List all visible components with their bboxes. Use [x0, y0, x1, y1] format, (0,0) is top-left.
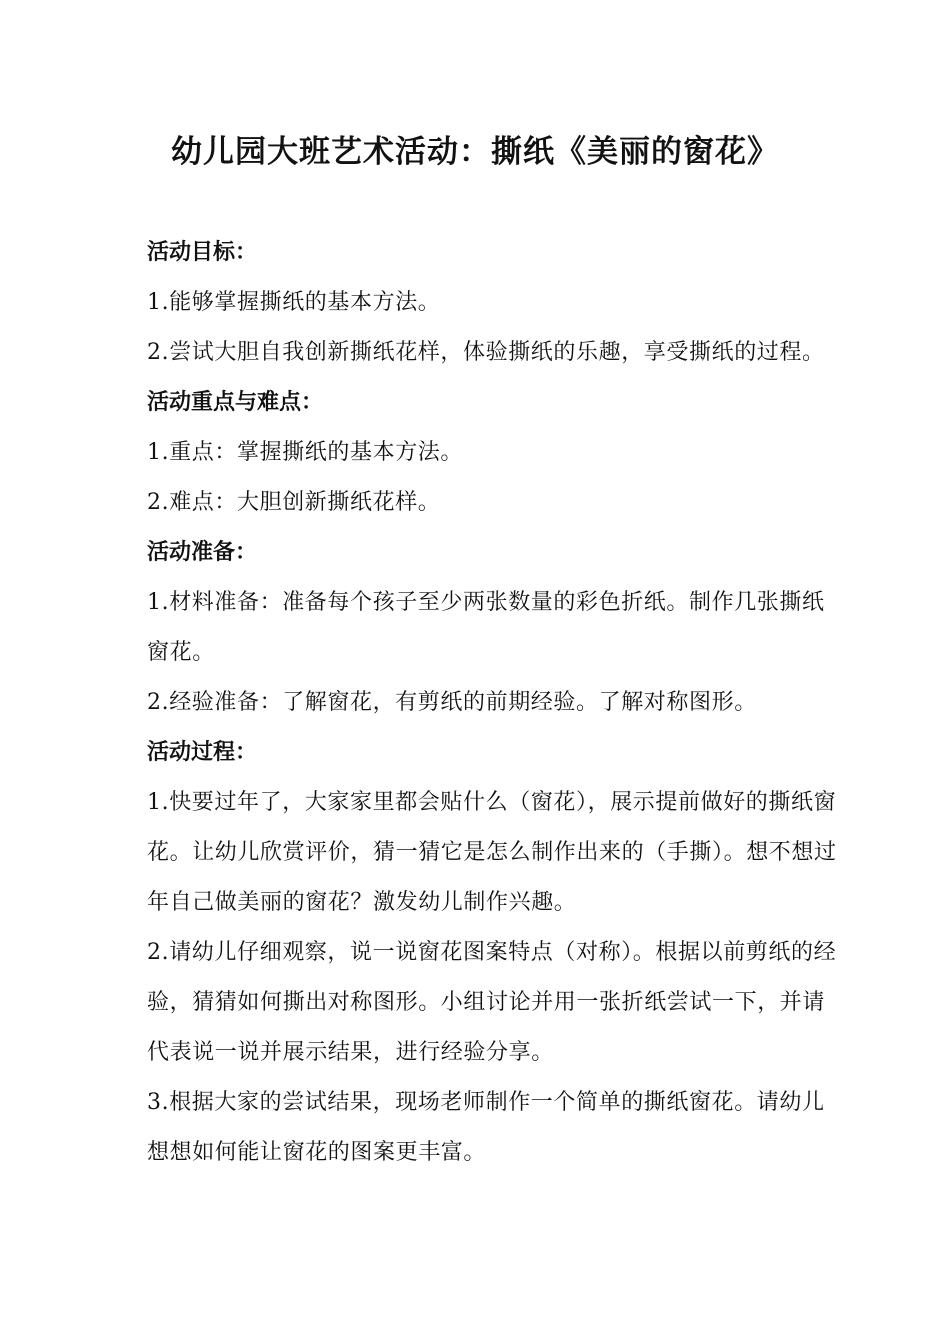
section-heading: 活动目标： [147, 240, 258, 265]
section-heading: 活动过程： [147, 740, 258, 765]
section-process [147, 728, 837, 1178]
paragraph: 1.重点：掌握撕纸的基本方法。 [147, 440, 463, 465]
section-heading: 活动准备： [147, 540, 258, 565]
paragraph: 2.请幼儿仔细观察，说一说窗花图案特点（对称）。根据以前剪纸的经验，猜猜如何撕出对称图形。小组讨论并用一张折纸尝试一下，并请代表说一说并展示结果，进行经验分享。 [147, 940, 837, 1065]
paragraph: 2.难点：大胆创新撕纸花样。 [147, 490, 441, 515]
paragraph: 2.经验准备：了解窗花，有剪纸的前期经验。了解对称图形。 [147, 690, 757, 715]
section-preparation [147, 528, 837, 728]
section-objectives [147, 228, 837, 378]
section-key-points [147, 378, 837, 528]
document-title: 幼儿园大班艺术活动：撕纸《美丽的窗花》 [171, 134, 779, 170]
paragraph: 1.能够掌握撕纸的基本方法。 [147, 290, 441, 315]
section-heading: 活动重点与难点： [147, 390, 324, 415]
paragraph: 2.尝试大胆自我创新撕纸花样，体验撕纸的乐趣，享受撕纸的过程。 [147, 340, 825, 365]
paragraph: 1.快要过年了，大家家里都会贴什么（窗花），展示提前做好的撕纸窗花。让幼儿欣赏评价，猜一猜它是怎么制作出来的（手撕）。想不想过年自己做美丽的窗花？激发幼儿制作兴趣。 [147, 790, 837, 915]
paragraph: 3.根据大家的尝试结果，现场老师制作一个简单的撕纸窗花。请幼儿想想如何能让窗花的图案更丰富。 [147, 1090, 825, 1165]
paragraph: 1.材料准备：准备每个孩子至少两张数量的彩色折纸。制作几张撕纸窗花。 [147, 590, 825, 665]
document-body [147, 228, 837, 1178]
